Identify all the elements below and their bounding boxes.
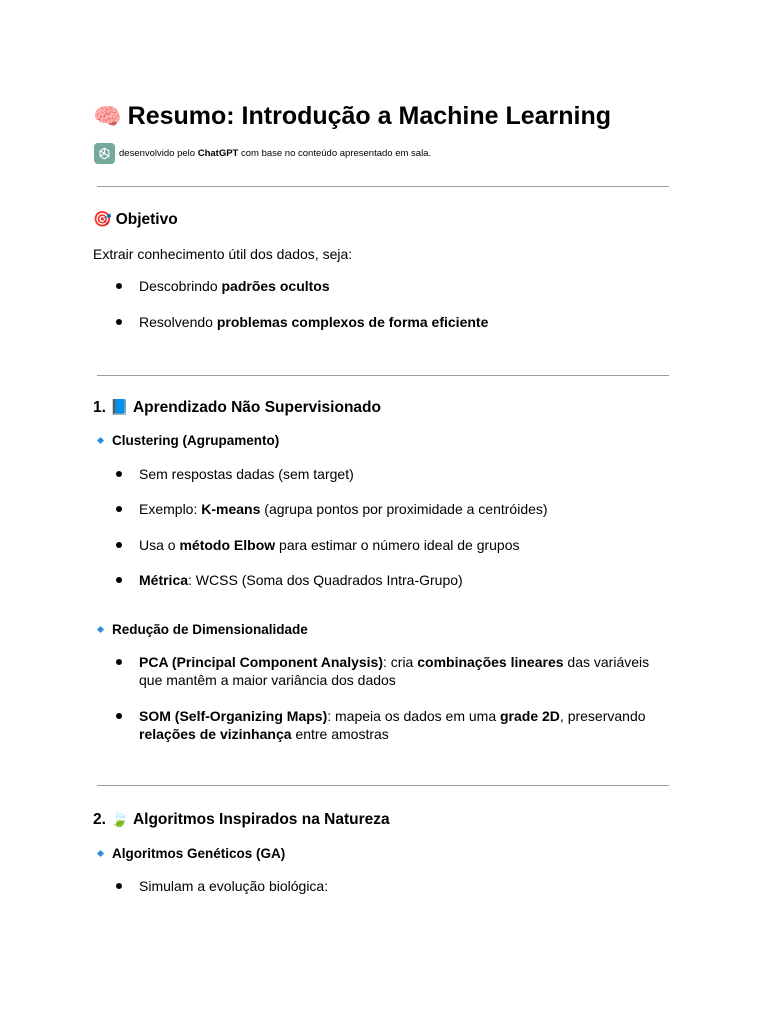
credit-chatgpt: ChatGPT (197, 148, 239, 159)
bullet-dot (116, 577, 122, 583)
bullet-dot (116, 713, 122, 719)
credit-prefix: desenvolvido pelo (119, 148, 196, 159)
bullet-dot (116, 471, 122, 477)
diamond-bullet-icon (97, 626, 104, 633)
page-title-text: Resumo: Introdução a Machine Learning (127, 102, 612, 130)
brain-emoji-icon: 🧠 (93, 103, 122, 129)
blue-book-emoji-icon: 📘 (110, 399, 129, 416)
divider (97, 186, 669, 187)
ga-heading: Algoritmos Genéticos (GA) (97, 845, 285, 863)
page-title (93, 99, 611, 133)
bullet-dot (116, 659, 122, 665)
leaf-emoji-icon: 🍃 (110, 811, 129, 828)
section-1-heading (93, 397, 381, 419)
objetivo-intro: Extrair conhecimento útil dos dados, seja: (93, 246, 353, 262)
credit-suffix: com base no conteúdo apresentado em sala. (240, 148, 432, 159)
divider (97, 785, 669, 786)
objetivo-heading (93, 209, 178, 231)
divider (97, 375, 669, 376)
section-1-heading-text: Aprendizado Não Supervisionado (132, 399, 381, 416)
bullet-dot (116, 542, 122, 548)
section-2-number: 2. (93, 811, 106, 828)
section-1-number: 1. (93, 399, 106, 416)
diamond-bullet-icon (97, 850, 104, 857)
bullet-dot (116, 883, 122, 889)
reducao-heading: Redução de Dimensionalidade (97, 621, 308, 639)
credit-line (94, 142, 431, 165)
diamond-bullet-icon (97, 437, 104, 444)
clustering-heading: Clustering (Agrupamento) (97, 432, 279, 450)
section-2-heading-text: Algoritmos Inspirados na Natureza (132, 811, 390, 828)
section-2-heading (93, 809, 390, 831)
chatgpt-logo-icon (94, 143, 115, 164)
bullet-dot (116, 319, 122, 325)
document-page: 🧠 Resumo: Introdução a Machine Learning desenvolvido pelo ChatGPT com base no conteúdo apresentado em sala. 🎯 Objetivo Extrair conhecimento útil dos dados, seja: Descobrindo padrões ocultos Resolvendo problemas complexos de forma eficiente 1. 📘 Aprendizado Não Supervisionado Clustering (Agrupamento) Sem respostas dadas (sem target) Exemplo: K-means (agrupa pontos por proximidade a centróides) Usa o método Elbow para estimar o número ideal de grupos Métrica: WCSS (Soma dos Quadrados Intra-Grupo) Redução de Dimensionalidade PCA (Principal Component Analysis): cria combinações lineares das variáveis que mantêm a maior variância dos dados SOM (Self-Organizing Maps): mapeia os dados em uma grade 2D, preservando relações de vizinhança entre amostras 2. 🍃 Algoritmos Inspirados na Natureza Algoritmos Genéticos (GA) Simulam a evolução biológica: (0, 0, 768, 1024)
target-emoji-icon: 🎯 (93, 211, 112, 228)
objetivo-heading-text: Objetivo (115, 211, 178, 228)
bullet-dot (116, 283, 122, 289)
bullet-dot (116, 506, 122, 512)
